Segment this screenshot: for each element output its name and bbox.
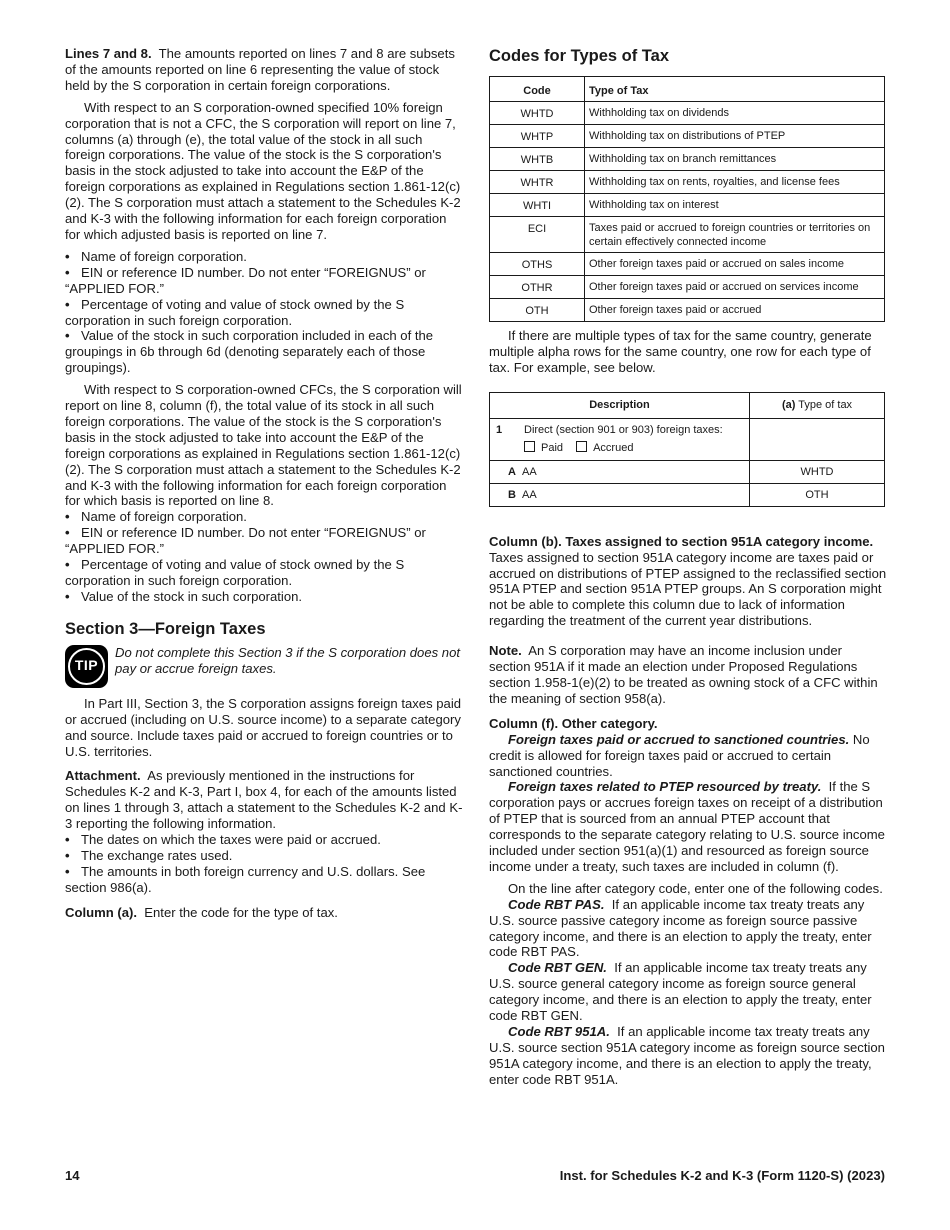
list-item: • Value of the stock in such corporation.: [65, 589, 463, 605]
table-row: WHTP Withholding tax on distributions of PTEP: [490, 125, 885, 148]
list-item: • Name of foreign corporation.: [65, 249, 463, 265]
direct-taxes-cell: 1 Direct (section 901 or 903) foreign taxes: Paid Accrued: [490, 418, 750, 460]
table-row: B AA OTH: [490, 483, 885, 506]
list-item: • The amounts in both foreign currency and U.S. dollars. See section 986(a).: [65, 864, 463, 896]
document-title-footer: Inst. for Schedules K-2 and K-3 (Form 1120-S) (2023): [559, 1168, 885, 1183]
list-item: • Name of foreign corporation.: [65, 509, 463, 525]
accrued-label: Accrued: [593, 441, 634, 454]
column-f-heading: Column (f). Other category.: [489, 715, 658, 731]
description-column-header: Description: [490, 392, 750, 418]
table-row: OTHS Other foreign taxes paid or accrued on sales income: [490, 253, 885, 276]
tip-callout: [65, 645, 463, 688]
list-item: • Value of the stock in such corporation included in each of the groupings in 6b through 6d (denoting separately each of those groupings).: [65, 328, 463, 376]
table-row: WHTR Withholding tax on rents, royalties, and license fees: [490, 171, 885, 194]
example-table: [489, 392, 885, 507]
table-row: A AA WHTD: [490, 460, 885, 483]
rbt-pas-paragraph: Code RBT PAS. If an applicable income tax treaty treats any U.S. source passive category income as foreign source passive category income, and there is an election to apply the treaty, enter code RBT PAS.: [489, 896, 872, 960]
list-item: • The exchange rates used.: [65, 848, 463, 864]
bullet-list-line7: [65, 249, 463, 376]
table-row: WHTD Withholding tax on dividends: [490, 102, 885, 125]
column-b-paragraph: Column (b). Taxes assigned to section 951A category income. Taxes assigned to section 951A category income are taxes paid or accrued on distributions of PTEP assigned to the reclassified section 951A PTEP and section 951A PTEP groups. An S corporation might not be able to complete this column due to lack of information regarding the treatment of the current year distributions.: [489, 533, 887, 629]
list-item: • The dates on which the taxes were paid or accrued.: [65, 832, 463, 848]
tip-text: Do not complete this Section 3 if the S corporation does not pay or accrue foreign taxes.: [115, 644, 461, 676]
list-item: • Percentage of voting and value of stock owned by the S corporation in such foreign corporation.: [65, 557, 463, 589]
part-3-paragraph: In Part III, Section 3, the S corporation assigns foreign taxes paid or accrued (including on U.S. source income) to a separate category and source. Include taxes paid or accrued to foreign countries or to U.S. territories.: [65, 695, 462, 759]
type-of-tax-column-header: (a) Type of tax: [750, 392, 885, 418]
list-item: • Percentage of voting and value of stock owned by the S corporation in such foreign corporation.: [65, 297, 463, 329]
table-row: WHTI Withholding tax on interest: [490, 194, 885, 217]
table-header-row: [490, 392, 885, 418]
paid-label: Paid: [541, 441, 564, 454]
list-item: • EIN or reference ID number. Do not enter “FOREIGNUS” or “APPLIED FOR.”: [65, 265, 463, 297]
page-number: 14: [65, 1168, 80, 1183]
table-row: OTHR Other foreign taxes paid or accrued on services income: [490, 276, 885, 299]
lines-7-8-paragraph: Lines 7 and 8. The amounts reported on lines 7 and 8 are subsets of the amounts reported on line 6 representing the value of stock held by the S corporation in certain foreign corporations.: [65, 46, 455, 93]
online-paragraph: On the line after category code, enter one of the following codes.: [508, 880, 883, 896]
multiple-types-paragraph: If there are multiple types of tax for the same country, generate multiple alpha rows for the same country, one row for each type of tax. For example, see below.: [489, 328, 872, 375]
table-header-row: [490, 77, 885, 102]
table-row: [490, 418, 885, 460]
tip-icon: TIP: [65, 645, 108, 688]
cfc-paragraph: With respect to S corporation-owned CFCs, the S corporation will report on line 8, column (f), the total value of its stock in all such foreign corporations. The value of the stock is the S corporation's basis in the stock adjusted to take into account the E&P of the foreign corporations as explained in Regulations section 1.861-12(c)(2). The S corporation must attach a statement to the Schedules K-2 and K-3 with the following information for each foreign corporation for which basis is reported on line 8.: [65, 382, 462, 509]
rbt-gen-paragraph: Code RBT GEN. If an applicable income tax treaty treats any U.S. source general category income as foreign source general category income, and there is an election to apply the treaty, enter code RBT GEN.: [489, 960, 872, 1024]
paid-checkbox[interactable]: [524, 441, 535, 452]
type-column-header: Type of Tax: [585, 77, 885, 102]
bullet-list-attachment: [65, 832, 463, 896]
codes-heading: Codes for Types of Tax: [489, 47, 670, 65]
empty-cell: [750, 418, 885, 460]
list-item: • EIN or reference ID number. Do not enter “FOREIGNUS” or “APPLIED FOR.”: [65, 525, 463, 557]
bullet-list-line8: [65, 509, 463, 604]
table-row: WHTB Withholding tax on branch remittances: [490, 148, 885, 171]
right-column: [489, 46, 887, 1088]
accrued-checkbox[interactable]: [576, 441, 587, 452]
section-3-heading: Section 3—Foreign Taxes: [65, 619, 266, 638]
attachment-paragraph: Attachment. As previously mentioned in the instructions for Schedules K-2 and K-3, Part I, box 4, for each of the amounts listed on lines 1 through 3, attach a statement to the Schedules K-2 and K-3 reporting the following information.: [65, 768, 463, 832]
table-row: ECI Taxes paid or accrued to foreign countries or territories on certain effectively connected income: [490, 217, 885, 253]
note-paragraph: Note. An S corporation may have an income inclusion under section 951A if it made an election under Proposed Regulations section 1.958-1(e)(2) to be treated as owning stock of a CFC within the meaning of section 958(a).: [489, 643, 878, 706]
tax-codes-table: [489, 76, 885, 322]
sanctioned-paragraph: Foreign taxes paid or accrued to sanctioned countries. No credit is allowed for foreign taxes paid or accrued to certain sanctioned countries.: [489, 731, 870, 779]
table-row: OTH Other foreign taxes paid or accrued: [490, 299, 885, 322]
column-a-paragraph: Column (a). Enter the code for the type of tax.: [65, 904, 338, 920]
code-column-header: Code: [490, 77, 585, 102]
rbt-951a-paragraph: Code RBT 951A. If an applicable income tax treaty treats any U.S. source section 951A category income as foreign source section 951A category income, and there is an election to apply the treaty, enter code RBT 951A.: [489, 1024, 885, 1087]
specified-10-paragraph: With respect to an S corporation-owned specified 10% foreign corporation that is not a CFC, the S corporation will report on line 7, columns (a) through (e), the total value of the stock in all such foreign corporations. The value of the stock is the S corporation's basis in the stock adjusted to take into account the E&P of the foreign corporations as explained in Regulations section 1.861-12(c)(2). The S corporation must attach a statement to the Schedules K-2 and K-3 with the following information for each foreign corporation for which adjusted basis is reported on line 7.: [65, 99, 461, 242]
ptep-paragraph: Foreign taxes related to PTEP resourced by treaty. If the S corporation pays or accrues foreign taxes on receipt of a distribution of PTEP that is sourced from an annual PTEP account that corresponds to the separate category relating to U.S. source income included under section 951(a)(1) and resourced as foreign source income under a treaty, such taxes are included in column (f).: [489, 779, 885, 874]
left-column: [65, 46, 463, 921]
